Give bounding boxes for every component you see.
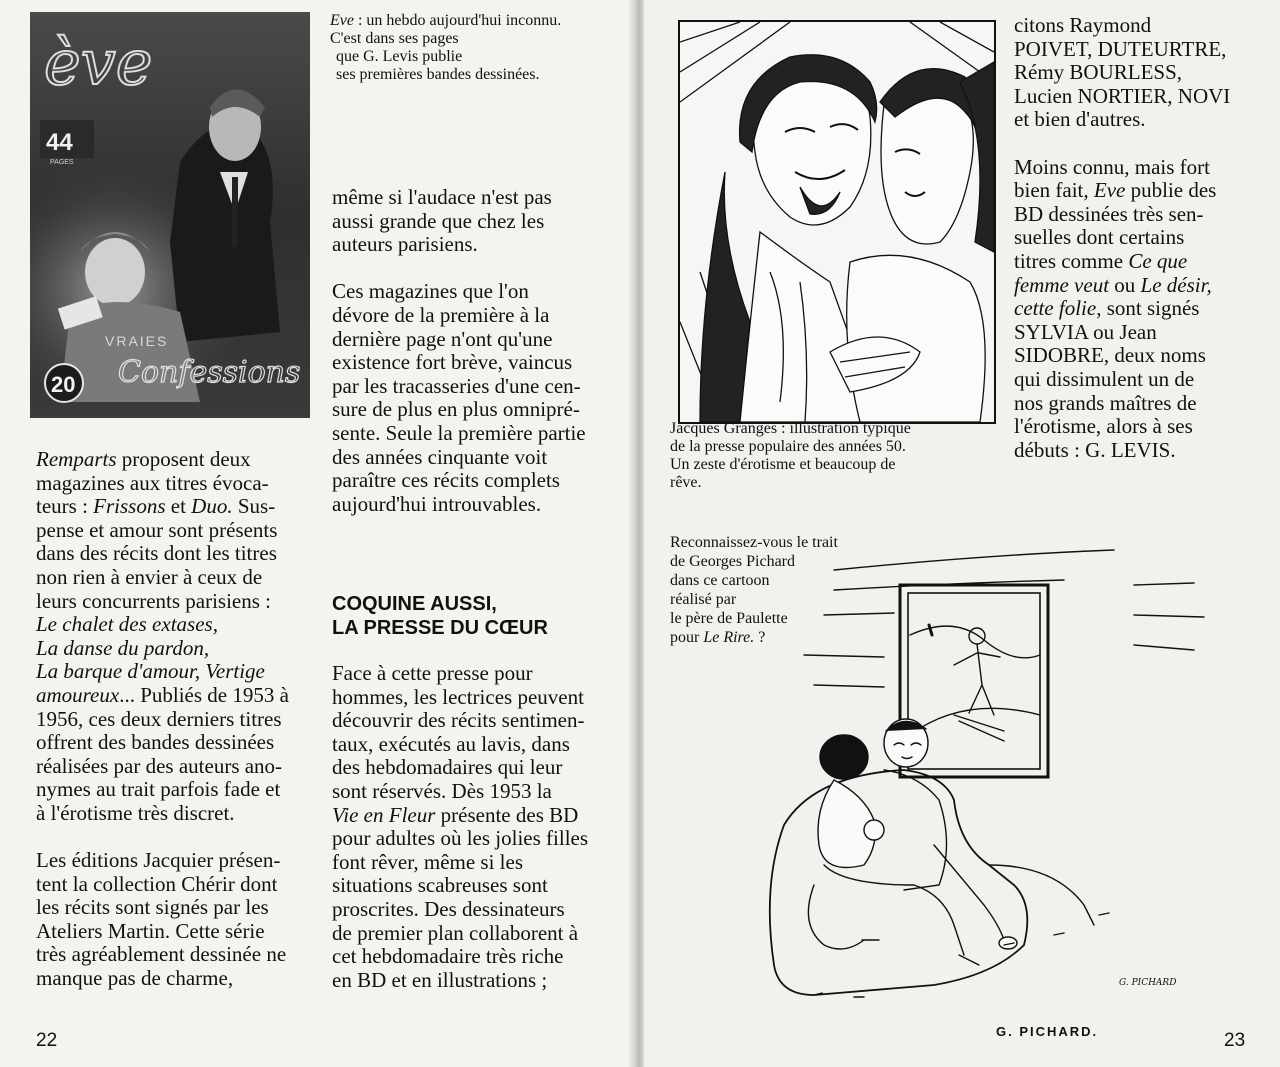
cartoon-caption: Reconnaissez-vous le trait de Georges Pichard dans ce cartoon réalisé par le père de Paulette pour Le Rire. ?	[670, 534, 838, 646]
text-line: en BD et en illustrations ;	[332, 967, 548, 992]
text-line: Rémy BOURLESS,	[1014, 60, 1183, 85]
right-column-text	[1014, 14, 1264, 462]
text-line: suelles dont certains	[1014, 225, 1185, 250]
text-line: taux, exécutés au lavis, dans	[332, 731, 570, 756]
left-page	[0, 0, 632, 1067]
text-line: POIVET, DUTEURTRE,	[1014, 36, 1227, 61]
page-number-left: 22	[36, 1030, 58, 1051]
eve-magazine-cover	[30, 12, 310, 418]
text-line	[332, 257, 622, 281]
middle-column-text-top	[332, 186, 622, 516]
svg-text:20: 20	[51, 372, 76, 397]
text-line: Face à cette presse pour	[332, 661, 533, 685]
text-line: et bien d'autres.	[1014, 107, 1146, 132]
text-line: proscrites. Des dessinateurs	[332, 896, 565, 921]
text-line: paraître ces récits complets	[332, 468, 560, 493]
text-line: réalisées par des auteurs ano-	[36, 753, 283, 778]
text-line: Ces magazines que l'on	[332, 279, 529, 304]
pichard-cartoon	[754, 545, 1274, 1005]
text-line: magazines aux titres évoca-	[36, 470, 269, 495]
text-line: amoureux... Publiés de 1953 à	[36, 682, 289, 707]
section-heading: COQUINE AUSSI, LA PRESSE DU CŒUR	[332, 593, 548, 639]
text-line: La barque d'amour, Vertige	[36, 659, 265, 684]
text-line: Lucien NORTIER, NOVI	[1014, 83, 1231, 108]
text-line: SYLVIA ou Jean	[1014, 319, 1157, 344]
text-line: à l'érotisme très discret.	[36, 800, 235, 825]
svg-text:44: 44	[46, 129, 73, 156]
text-line: pour adultes où les jolies filles	[332, 826, 589, 851]
cartoon-signature: G. PICHARD	[1119, 978, 1177, 988]
text-line: pense et amour sont présents	[36, 517, 278, 542]
text-line: les récits sont signés par les	[36, 895, 269, 920]
text-line: Les éditions Jacquier présen-	[36, 848, 281, 873]
text-line: manque pas de charme,	[36, 966, 234, 991]
text-line: offrent des bandes dessinées	[36, 730, 275, 755]
svg-text:PAGES: PAGES	[50, 159, 74, 166]
text-line	[1014, 132, 1264, 156]
text-line: existence fort brève, vaincus	[332, 350, 573, 375]
text-line: titres comme Ce que	[1014, 248, 1188, 273]
text-line: dans des récits dont les titres	[36, 541, 277, 566]
text-line: tent la collection Chérir dont	[36, 871, 278, 896]
text-line: Vie en Fleur présente des BD	[332, 802, 579, 827]
text-line: hommes, les lectrices peuvent	[332, 684, 584, 709]
text-line: par les tracasseries d'une cen-	[332, 373, 581, 398]
text-line: BD dessinées très sen-	[1014, 201, 1204, 226]
text-line: débuts : G. LEVIS.	[1014, 437, 1176, 462]
text-line: sente. Seule la première partie	[332, 420, 586, 445]
cover-logo: ève	[44, 26, 153, 99]
illustration-caption: Jacques Granges : illustration typique de la presse populaire des années 50. Un zeste d'érotisme et beaucoup de rêve.	[670, 420, 911, 491]
text-line: l'érotisme, alors à ses	[1014, 414, 1193, 439]
middle-column-text-bottom	[332, 662, 622, 992]
text-line: dernière page n'ont qu'une	[332, 326, 553, 351]
text-line: qui dissimulent un de	[1014, 366, 1195, 391]
text-line: Remparts proposent deux	[36, 447, 251, 471]
text-line: cet hebdomadaire très riche	[332, 944, 564, 969]
text-line: Le chalet des extases,	[36, 612, 218, 637]
text-line: aujourd'hui introuvables.	[332, 491, 542, 516]
text-line: femme veut ou Le désir,	[1014, 272, 1212, 297]
text-line: bien fait, Eve publie des	[1014, 178, 1217, 203]
text-line: nos grands maîtres de	[1014, 390, 1197, 415]
text-line: cette folie, sont signés	[1014, 296, 1200, 321]
text-line: dévore de la première à la	[332, 302, 550, 327]
text-line: même si l'audace n'est pas	[332, 185, 552, 209]
text-line: citons Raymond	[1014, 13, 1152, 37]
text-line: SIDOBRE, deux noms	[1014, 343, 1206, 368]
text-line: 1956, ces deux derniers titres	[36, 706, 282, 731]
granges-illustration	[678, 20, 996, 424]
text-line: nymes au trait parfois fade et	[36, 777, 281, 802]
text-line: de premier plan collaborent à	[332, 920, 579, 945]
text-line: sont réservés. Dès 1953 la	[332, 778, 552, 803]
svg-text:Confessions: Confessions	[118, 355, 301, 390]
left-column-text	[36, 448, 326, 991]
right-page	[644, 0, 1280, 1067]
text-line: des années cinquante voit	[332, 444, 548, 469]
text-line: très agréablement dessinée ne	[36, 942, 287, 967]
text-line: font rêver, même si les	[332, 849, 524, 874]
text-line: leurs concurrents parisiens :	[36, 588, 272, 613]
text-line: Moins connu, mais fort	[1014, 154, 1210, 179]
page-number-right: 23	[1224, 1030, 1246, 1051]
text-line: sure de plus en plus omnipré-	[332, 397, 580, 422]
text-line: aussi grande que chez les	[332, 208, 545, 233]
text-line: découvrir des récits sentimen-	[332, 708, 585, 733]
text-line: auteurs parisiens.	[332, 232, 478, 257]
text-line: situations scabreuses sont	[332, 873, 548, 898]
text-line: non rien à envier à ceux de	[36, 564, 263, 589]
text-line	[36, 826, 326, 850]
text-line: teurs : Frissons et Duo. Sus-	[36, 494, 276, 519]
text-line: La danse du pardon,	[36, 635, 210, 660]
cover-caption: Eve : un hebdo aujourd'hui inconnu. C'est dans ses pages que G. Levis publie ses premières bandes dessinées.	[330, 12, 562, 83]
text-line: Ateliers Martin. Cette série	[36, 918, 265, 943]
cartoon-credit: G. PICHARD.	[996, 1024, 1099, 1039]
svg-text:VRAIES: VRAIES	[105, 333, 169, 349]
text-line: des hebdomadaires qui leur	[332, 755, 563, 780]
